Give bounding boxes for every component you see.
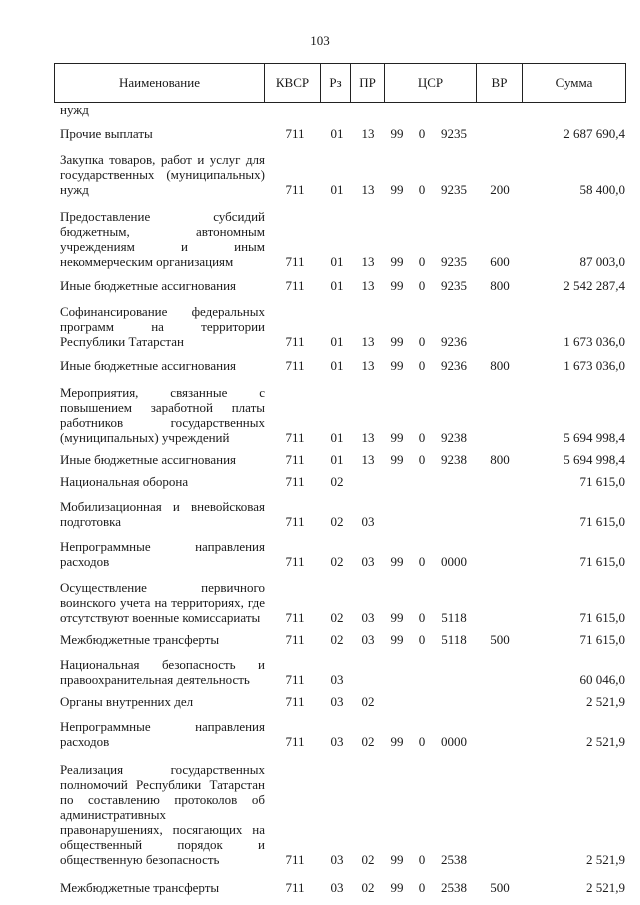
cell-kvsr: 711	[285, 514, 305, 529]
cell-pr: 13	[361, 278, 375, 293]
cell-csr-program: 99	[390, 880, 404, 895]
cell-vr: 600	[490, 254, 510, 269]
cell-pr: 13	[361, 126, 375, 141]
table-row	[0, 447, 640, 469]
cell-csr-code: 9235	[441, 182, 467, 197]
cell-csr-program: 99	[390, 358, 404, 373]
cell-sum: 1 673 036,0	[563, 358, 625, 373]
cell-csr-program: 99	[390, 182, 404, 197]
cell-csr-program: 99	[390, 554, 404, 569]
cell-kvsr: 711	[285, 672, 305, 687]
cell-name: Мобилизационная и вневойсковая подготовка	[60, 499, 265, 529]
cell-csr-direction: 0	[418, 632, 426, 647]
cell-name: Иные бюджетные ассигнования	[60, 358, 237, 373]
cell-vr: 800	[490, 278, 510, 293]
cell-kvsr: 711	[285, 430, 305, 445]
cell-sum: 2 521,9	[586, 880, 625, 895]
table-row	[0, 295, 640, 351]
cell-name: Межбюджетные трансферты	[60, 880, 220, 895]
table-row	[0, 143, 640, 199]
cell-name: Иные бюджетные ассигнования	[60, 452, 237, 467]
cell-pr: 03	[361, 632, 375, 647]
cell-kvsr: 711	[285, 554, 305, 569]
cell-kvsr: 711	[285, 254, 305, 269]
table-row	[0, 491, 640, 531]
cell-csr-code: 9238	[441, 430, 467, 445]
cell-name: Иные бюджетные ассигнования	[60, 278, 237, 293]
cell-csr-direction: 0	[418, 852, 426, 867]
cell-rz: 01	[330, 278, 344, 293]
cell-rz: 03	[330, 734, 344, 749]
cell-rz: 01	[330, 126, 344, 141]
cell-csr-code: 9238	[441, 452, 467, 467]
table-row	[0, 351, 640, 375]
header-vr: ВР	[477, 64, 523, 102]
cell-csr-direction: 0	[418, 554, 426, 569]
page-number: 103	[310, 33, 330, 48]
table-row	[0, 689, 640, 711]
header-name: Наименование	[55, 64, 265, 102]
cell-sum: 71 615,0	[579, 474, 625, 489]
cell-vr: 500	[490, 880, 510, 895]
cell-rz: 02	[330, 514, 344, 529]
table-row	[0, 571, 640, 627]
cell-kvsr: 711	[285, 126, 305, 141]
cell-csr-code: 9235	[441, 126, 467, 141]
cell-sum: 71 615,0	[579, 554, 625, 569]
cell-kvsr: 711	[285, 734, 305, 749]
cell-sum: 2 521,9	[586, 694, 625, 709]
cell-sum: 2 521,9	[586, 734, 625, 749]
cell-kvsr: 711	[285, 334, 305, 349]
table-row	[0, 469, 640, 491]
cell-csr-program: 99	[390, 852, 404, 867]
cell-rz: 02	[330, 610, 344, 625]
table-row	[0, 711, 640, 751]
cell-name: нужд	[60, 102, 89, 117]
table-row	[0, 199, 640, 271]
table-row	[0, 531, 640, 571]
cell-pr: 03	[361, 610, 375, 625]
cell-vr: 200	[490, 182, 510, 197]
cell-rz: 03	[330, 694, 344, 709]
cell-csr-direction: 0	[418, 734, 426, 749]
cell-csr-code: 5118	[441, 632, 467, 647]
cell-csr-direction: 0	[418, 430, 426, 445]
cell-name: Непрограммные направления расходов	[60, 539, 265, 569]
cell-kvsr: 711	[285, 474, 305, 489]
header-sum: Сумма	[555, 75, 593, 90]
cell-csr-code: 0000	[441, 734, 467, 749]
cell-csr-code: 9235	[441, 254, 467, 269]
cell-rz: 03	[330, 852, 344, 867]
cell-sum: 71 615,0	[579, 514, 625, 529]
cell-csr-program: 99	[390, 278, 404, 293]
cell-csr-direction: 0	[418, 334, 426, 349]
cell-pr: 13	[361, 452, 375, 467]
cell-rz: 03	[330, 672, 344, 687]
cell-csr-code: 2538	[441, 880, 467, 895]
cell-name: Реализация государственных полномочий Республики Татарстан по составлению протоколов об административных правонарушениях, посягающих на общественный порядок и общественную безопасность	[60, 762, 265, 867]
cell-sum: 87 003,0	[579, 254, 625, 269]
cell-sum: 2 542 287,4	[563, 278, 625, 293]
cell-rz: 01	[330, 254, 344, 269]
cell-csr-program: 99	[390, 610, 404, 625]
cell-rz: 01	[330, 358, 344, 373]
cell-rz: 02	[330, 632, 344, 647]
cell-name: Предоставление субсидий бюджетным, автономным учреждениям и иным некоммерческим организациям	[60, 209, 265, 269]
cell-name: Национальная оборона	[60, 474, 189, 489]
cell-pr: 03	[361, 554, 375, 569]
cell-name: Софинансирование федеральных программ на территории Республики Татарстан	[60, 304, 265, 349]
cell-pr: 02	[361, 880, 375, 895]
header-csr: ЦСР	[385, 64, 477, 102]
cell-kvsr: 711	[285, 880, 305, 895]
cell-name: Непрограммные направления расходов	[60, 719, 265, 749]
table-row	[0, 627, 640, 649]
table-row	[0, 271, 640, 295]
table-row	[0, 869, 640, 897]
cell-rz: 01	[330, 452, 344, 467]
cell-csr-code: 9236	[441, 334, 467, 349]
cell-csr-direction: 0	[418, 880, 426, 895]
cell-vr: 500	[490, 632, 510, 647]
cell-csr-code: 5118	[441, 610, 467, 625]
table-row	[0, 119, 640, 143]
cell-name: Мероприятия, связанные с повышением заработной платы работников государственных (муниципальных) учреждений	[60, 385, 265, 445]
cell-csr-direction: 0	[418, 452, 426, 467]
cell-rz: 03	[330, 880, 344, 895]
cell-csr-program: 99	[390, 254, 404, 269]
table-body	[0, 103, 640, 897]
cell-kvsr: 711	[285, 358, 305, 373]
cell-csr-direction: 0	[418, 126, 426, 141]
cell-rz: 01	[330, 430, 344, 445]
cell-vr: 800	[490, 452, 510, 467]
cell-pr: 02	[361, 694, 375, 709]
cell-sum: 60 046,0	[579, 672, 625, 687]
cell-pr: 13	[361, 430, 375, 445]
header-pr: ПР	[351, 64, 385, 102]
cell-pr: 13	[361, 254, 375, 269]
cell-name: Осуществление первичного воинского учета на территориях, где отсутствуют военные комиссариаты	[60, 580, 265, 625]
cell-sum: 1 673 036,0	[563, 334, 625, 349]
cell-csr-code: 9235	[441, 278, 467, 293]
table-row	[0, 103, 640, 119]
cell-csr-program: 99	[390, 632, 404, 647]
cell-sum: 5 694 998,4	[563, 430, 625, 445]
cell-csr-direction: 0	[418, 358, 426, 373]
cell-name: Органы внутренних дел	[60, 694, 194, 709]
cell-pr: 13	[361, 334, 375, 349]
cell-sum: 2 521,9	[586, 852, 625, 867]
cell-kvsr: 711	[285, 452, 305, 467]
cell-pr: 13	[361, 358, 375, 373]
cell-name: Межбюджетные трансферты	[60, 632, 220, 647]
cell-kvsr: 711	[285, 182, 305, 197]
cell-csr-program: 99	[390, 452, 404, 467]
cell-csr-program: 99	[390, 126, 404, 141]
cell-csr-direction: 0	[418, 278, 426, 293]
cell-csr-code: 0000	[441, 554, 467, 569]
cell-csr-code: 9236	[441, 358, 467, 373]
cell-rz: 01	[330, 334, 344, 349]
cell-kvsr: 711	[285, 632, 305, 647]
cell-rz: 01	[330, 182, 344, 197]
cell-sum: 71 615,0	[579, 632, 625, 647]
cell-kvsr: 711	[285, 278, 305, 293]
cell-vr: 800	[490, 358, 510, 373]
cell-pr: 03	[361, 514, 375, 529]
header-rz: Рз	[321, 64, 351, 102]
cell-name: Закупка товаров, работ и услуг для государственных (муниципальных) нужд	[60, 152, 265, 197]
cell-pr: 02	[361, 852, 375, 867]
cell-kvsr: 711	[285, 694, 305, 709]
table-row	[0, 649, 640, 689]
cell-csr-direction: 0	[418, 254, 426, 269]
cell-name: Прочие выплаты	[60, 126, 153, 141]
cell-pr: 13	[361, 182, 375, 197]
cell-csr-direction: 0	[418, 182, 426, 197]
cell-rz: 02	[330, 554, 344, 569]
cell-name: Национальная безопасность и правоохранительная деятельность	[60, 657, 265, 687]
cell-sum: 2 687 690,4	[563, 126, 625, 141]
cell-kvsr: 711	[285, 852, 305, 867]
cell-sum: 71 615,0	[579, 610, 625, 625]
header-kvsr: КВСР	[265, 64, 321, 102]
cell-csr-direction: 0	[418, 610, 426, 625]
table-row	[0, 751, 640, 869]
cell-rz: 02	[330, 474, 344, 489]
cell-sum: 5 694 998,4	[563, 452, 625, 467]
cell-csr-program: 99	[390, 734, 404, 749]
cell-kvsr: 711	[285, 610, 305, 625]
cell-sum: 58 400,0	[579, 182, 625, 197]
cell-csr-program: 99	[390, 430, 404, 445]
cell-csr-code: 2538	[441, 852, 467, 867]
cell-csr-program: 99	[390, 334, 404, 349]
table-header	[54, 63, 626, 103]
cell-pr: 02	[361, 734, 375, 749]
table-row	[0, 375, 640, 447]
